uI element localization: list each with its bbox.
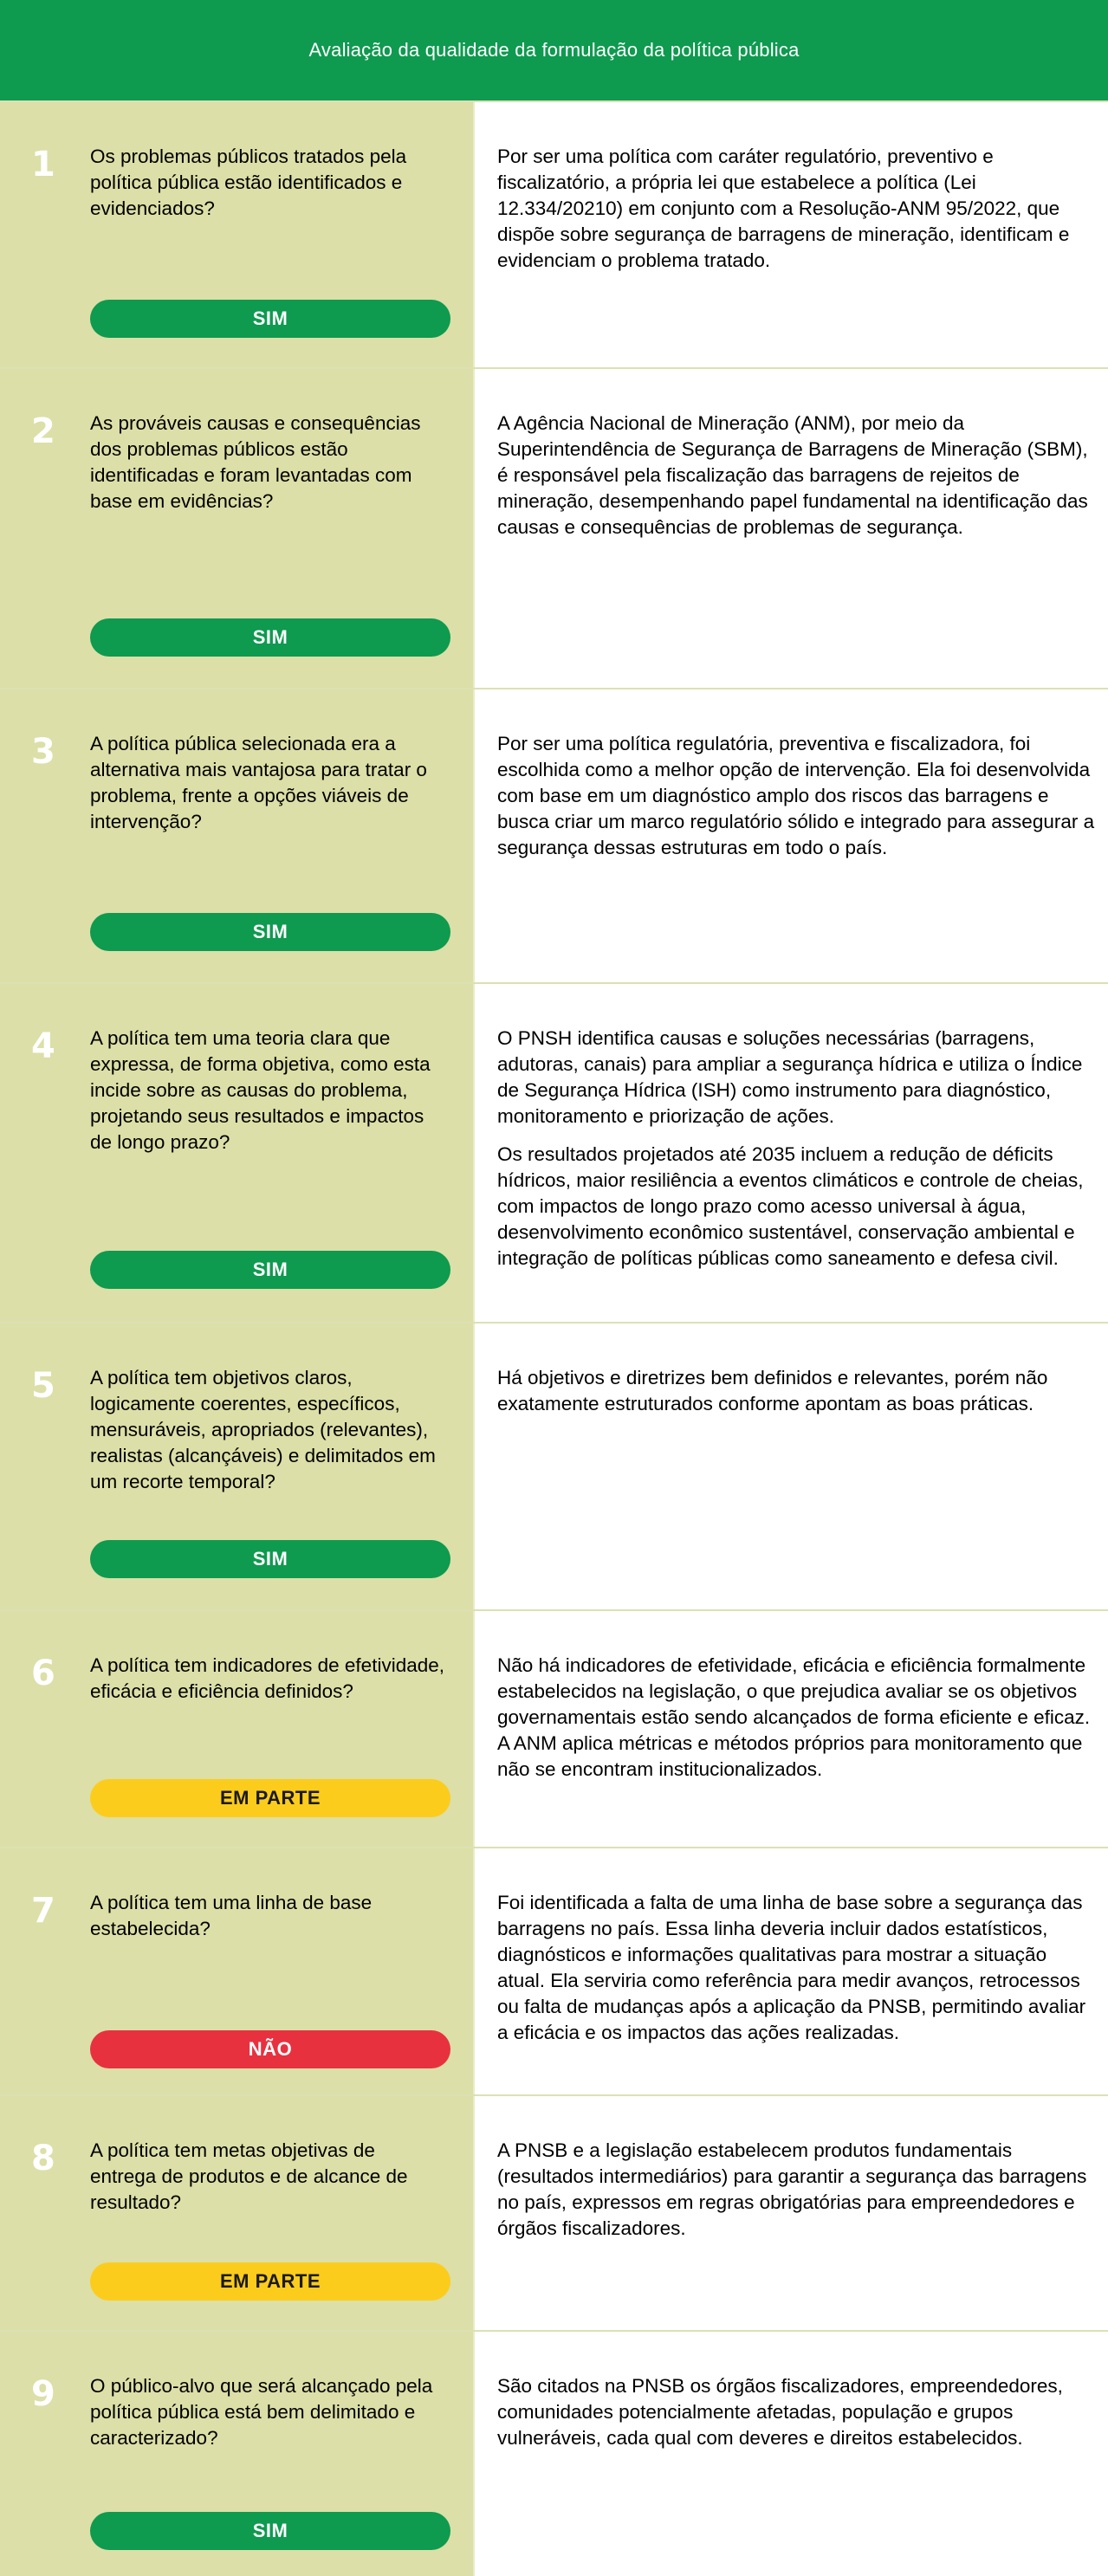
status-badge: SIM — [90, 2512, 450, 2550]
answer-paragraph: A PNSB e a legislação estabelecem produtos fundamentais (resultados intermediários) para garantir a segurança das barragens no país, expressos em regras obrigatórias para empreendedores e órgãos fiscalizadores. — [497, 2139, 1087, 2239]
question-text: A política tem uma teoria clara que expressa, de forma objetiva, como esta incide sobre as causas do problema, projetando seus resultados e impactos de longo prazo? — [90, 1027, 431, 1153]
row-number: 1 — [31, 145, 55, 184]
answer-text — [497, 1365, 1095, 1417]
question-cell — [0, 2096, 473, 2330]
status-badge: EM PARTE — [90, 1779, 450, 1817]
row-number: 6 — [31, 1654, 55, 1693]
answer-cell — [473, 1848, 1108, 2094]
answer-cell — [473, 1611, 1108, 1847]
row-number: 5 — [31, 1366, 55, 1406]
evaluation-row-9 — [0, 2330, 1108, 2576]
evaluation-row-7 — [0, 1847, 1108, 2094]
row-number: 4 — [31, 1026, 55, 1066]
row-number: 8 — [31, 2139, 55, 2178]
status-badge: NÃO — [90, 2030, 450, 2068]
question-text: A política pública selecionada era a alternativa mais vantajosa para tratar o problema, frente a opções viáveis de intervenção? — [90, 733, 427, 832]
evaluation-row-4 — [0, 982, 1108, 1322]
evaluation-row-6 — [0, 1609, 1108, 1847]
answer-text — [497, 411, 1095, 540]
question-text: A política tem indicadores de efetividade, eficácia e eficiência definidos? — [90, 1654, 444, 1702]
answer-text — [497, 1026, 1095, 1272]
question-cell — [0, 102, 473, 367]
answer-text — [497, 144, 1095, 274]
status-badge: SIM — [90, 913, 450, 951]
answer-paragraph: São citados na PNSB os órgãos fiscalizadores, empreendedores, comunidades potencialmente afetadas, população e grupos vulneráveis, cada qual com deveres e direitos estabelecidos. — [497, 2375, 1063, 2449]
answer-paragraph: Por ser uma política com caráter regulatório, preventivo e fiscalizatório, a própria lei que estabelece a política (Lei 12.334/20210) em conjunto com a Resolução-ANM 95/2022, que dispõe sobre segurança de barragens de mineração, identificam e evidenciam o problema tratado. — [497, 146, 1070, 271]
page-title: Avaliação da qualidade da formulação da política pública — [308, 39, 800, 61]
answer-paragraph: A Agência Nacional de Mineração (ANM), por meio da Superintendência de Segurança de Barragens de Mineração (SBM), é responsável pela fiscalização das barragens de rejeitos de mineração, desempenhando papel fundamental na identificação das causas e consequências de problemas de segurança. — [497, 412, 1088, 538]
status-badge: SIM — [90, 1540, 450, 1578]
answer-paragraph: Há objetivos e diretrizes bem definidos e relevantes, porém não exatamente estruturados conforme apontam as boas práticas. — [497, 1367, 1048, 1414]
question-cell — [0, 689, 473, 982]
question-cell — [0, 1611, 473, 1847]
answer-cell — [473, 102, 1108, 367]
evaluation-row-8 — [0, 2094, 1108, 2330]
status-badge: SIM — [90, 300, 450, 338]
answer-text — [497, 2138, 1095, 2242]
evaluation-row-2 — [0, 367, 1108, 688]
header-bar — [0, 0, 1108, 100]
answer-text — [497, 1653, 1095, 1783]
question-cell — [0, 1848, 473, 2094]
question-cell — [0, 369, 473, 688]
answer-cell — [473, 984, 1108, 1322]
answer-paragraph: Por ser uma política regulatória, preventiva e fiscalizadora, foi escolhida como a melhor opção de intervenção. Ela foi desenvolvida com base em um diagnóstico amplo dos riscos das barragens e busca criar um marco regulatório sólido e integrado para assegurar a segurança dessas estruturas em todo o país. — [497, 733, 1095, 858]
answer-paragraph: O PNSH identifica causas e soluções necessárias (barragens, adutoras, canais) para ampliar a segurança hídrica e utiliza o Índice de Segurança Hídrica (ISH) como instrumento para diagnóstico, monitoramento e priorização de ações. — [497, 1027, 1083, 1127]
answer-cell — [473, 369, 1108, 688]
answer-paragraph: Os resultados projetados até 2035 incluem a redução de déficits hídricos, maior resiliência a eventos climáticos e controle de cheias, com impactos de longo prazo como acesso universal à água, desenvolvimento econômico sustentável, conservação ambiental e integração de políticas públicas como saneamento e defesa civil. — [497, 1143, 1084, 1269]
answer-cell — [473, 689, 1108, 982]
answer-text — [497, 2373, 1095, 2451]
row-number: 3 — [31, 732, 55, 772]
evaluation-row-5 — [0, 1322, 1108, 1609]
question-text: A política tem metas objetivas de entrega de produtos e de alcance de resultado? — [90, 2139, 408, 2213]
question-text: A política tem objetivos claros, logicamente coerentes, específicos, mensuráveis, apropriados (relevantes), realistas (alcançáveis) e delimitados em um recorte temporal? — [90, 1367, 436, 1492]
question-cell — [0, 984, 473, 1322]
question-text: As prováveis causas e consequências dos problemas públicos estão identificadas e foram levantadas com base em evidências? — [90, 412, 421, 512]
status-badge: EM PARTE — [90, 2262, 450, 2301]
row-number: 7 — [31, 1891, 55, 1931]
row-number: 9 — [31, 2374, 55, 2414]
answer-text — [497, 731, 1095, 861]
answer-paragraph: Foi identificada a falta de uma linha de base sobre a segurança das barragens no país. Essa linha deveria incluir dados estatísticos, diagnósticos e informações qualitativas para mostrar a situação atual. Ela serviria como referência para medir avanços, retrocessos ou falta de mudanças após a aplicação da PNSB, permitindo avaliar a eficácia e os impactos das ações realizadas. — [497, 1892, 1086, 2043]
answer-cell — [473, 2332, 1108, 2576]
evaluation-row-1 — [0, 100, 1108, 367]
status-badge: SIM — [90, 618, 450, 657]
answer-paragraph: Não há indicadores de efetividade, eficácia e eficiência formalmente estabelecidos na legislação, o que prejudica avaliar se os objetivos governamentais estão sendo alcançados de forma eficiente e eficaz. A ANM aplica métricas e métodos próprios para monitoramento que não se encontram institucionalizados. — [497, 1654, 1091, 1780]
question-text: O público-alvo que será alcançado pela política pública está bem delimitado e caracterizado? — [90, 2375, 433, 2449]
row-number: 2 — [31, 411, 55, 451]
answer-cell — [473, 2096, 1108, 2330]
question-text: A política tem uma linha de base estabelecida? — [90, 1892, 373, 1939]
question-cell — [0, 2332, 473, 2576]
answer-cell — [473, 1324, 1108, 1609]
question-cell — [0, 1324, 473, 1609]
status-badge: SIM — [90, 1251, 450, 1289]
evaluation-row-3 — [0, 688, 1108, 982]
question-text: Os problemas públicos tratados pela política pública estão identificados e evidenciados? — [90, 146, 407, 219]
answer-text — [497, 1890, 1095, 2046]
